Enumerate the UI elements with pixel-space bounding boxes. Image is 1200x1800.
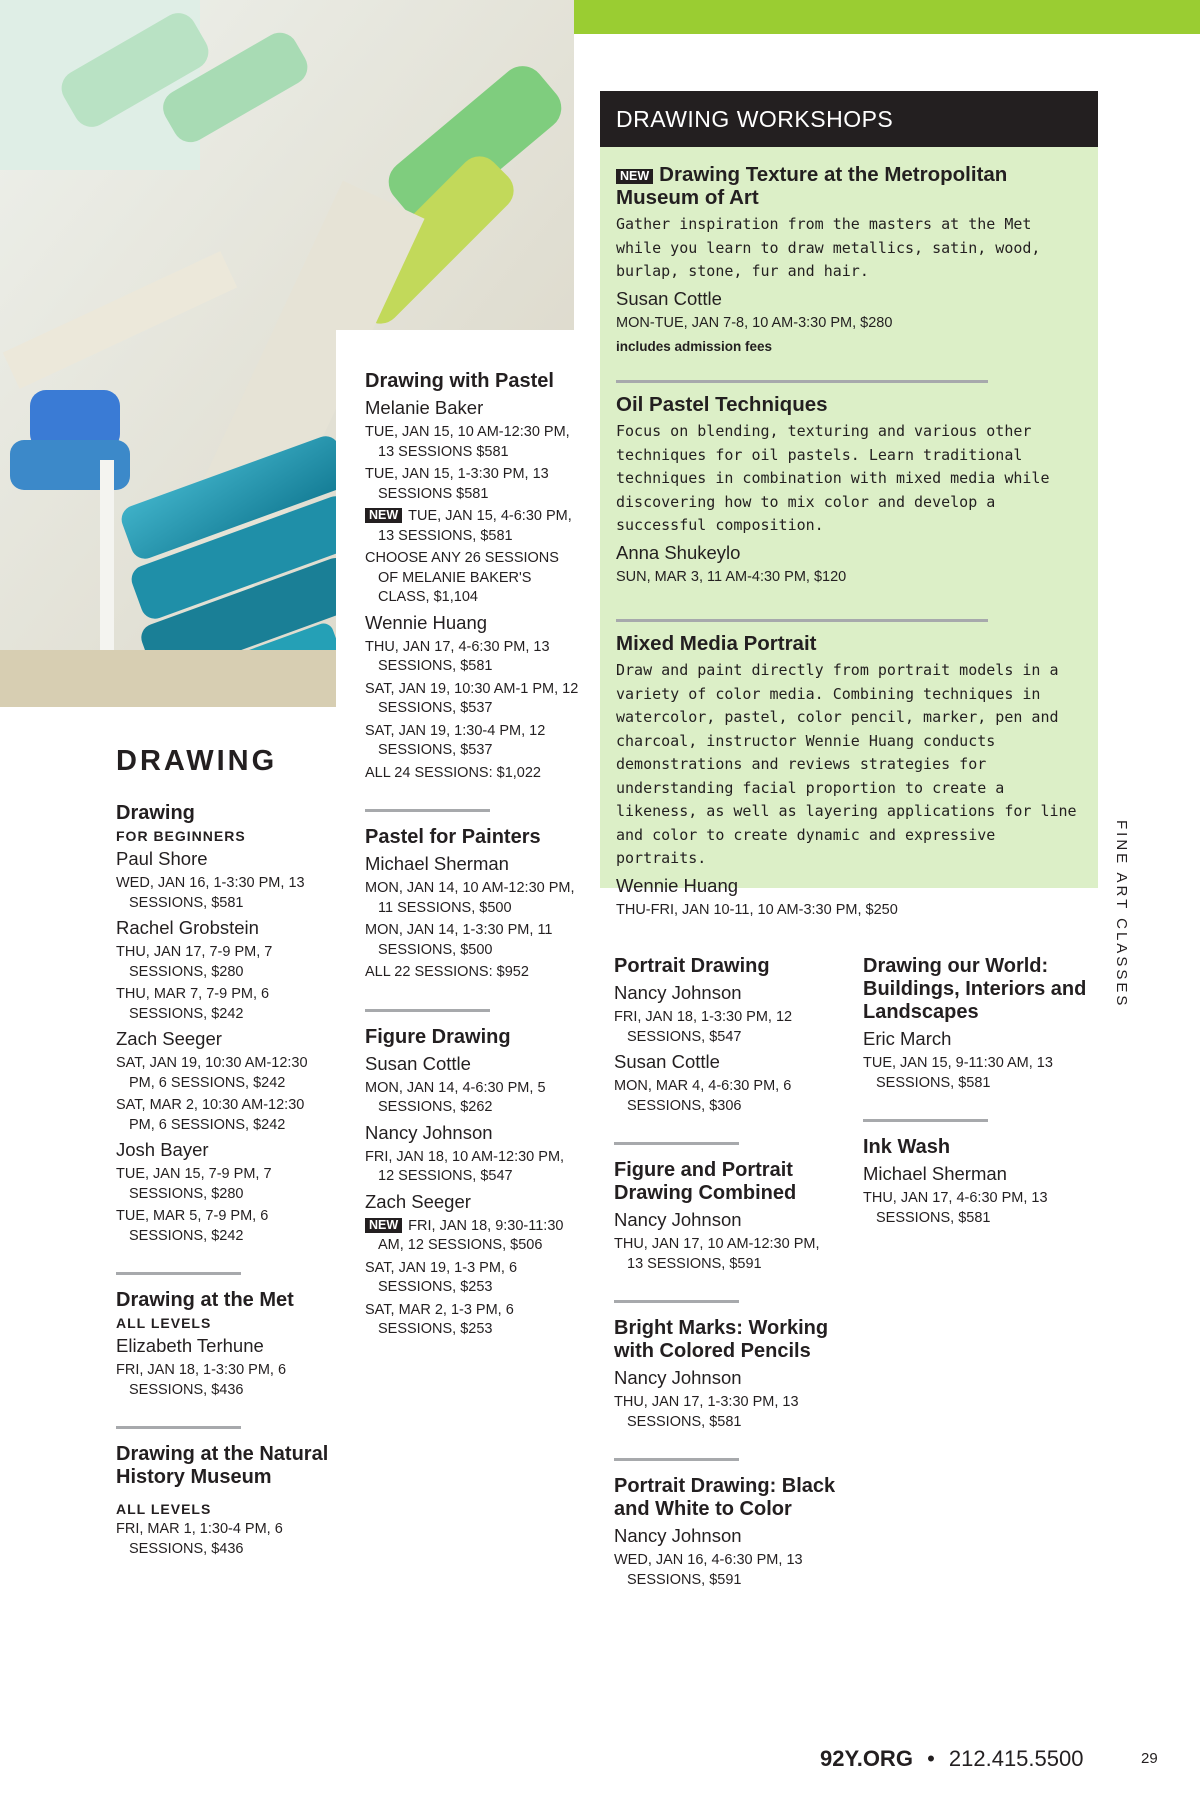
session: FRI, JAN 18, 10 AM-12:30 PM, 12 SESSIONS, $547 — [365, 1148, 565, 1184]
new-badge: NEW — [365, 1218, 402, 1233]
instructor: Rachel Grobstein — [116, 917, 259, 938]
session: MON, JAN 14, 4-6:30 PM, 5 SESSIONS, $262 — [365, 1079, 546, 1115]
instructor: Nancy Johnson — [614, 1209, 742, 1230]
instructor: Wennie Huang — [616, 874, 739, 896]
course-drawing-with-pastel — [365, 370, 580, 783]
workshop-oil-pastel — [616, 393, 1082, 587]
session: THU, JAN 17, 10 AM-12:30 PM, 13 SESSIONS, $591 — [614, 1236, 820, 1272]
course-level: ALL LEVELS — [116, 1501, 212, 1517]
instructor: Nancy Johnson — [365, 1121, 493, 1143]
bullet: • — [927, 1746, 935, 1771]
session: THU, MAR 7, 7-9 PM, 6 SESSIONS, $242 — [116, 986, 270, 1022]
footer — [820, 1746, 1083, 1772]
course-title: Ink Wash — [863, 1136, 951, 1158]
course-level: FOR BEGINNERS — [116, 828, 246, 844]
session — [365, 1217, 580, 1256]
workshop-description: Draw and paint directly from portrait models in a variety of color media. Combining techniques in watercolor, pastel, color pencil, marker, pen and charcoal, instructor Wennie Huang conducts demonstrations and reviews strategies for understanding facial proportion to create a likeness, as well as layering applications for line and color to create dynamic and expressive portraits. — [616, 661, 1077, 867]
workshop-description: Gather inspiration from the masters at the Met while you learn to draw metallics, satin, wood, burlap, stone, fur and hair. — [616, 215, 1041, 280]
session: TUE, JAN 15, 10 AM-12:30 PM, 13 SESSIONS $581 — [365, 424, 570, 460]
course-title: Drawing our World: Buildings, Interiors and Landscapes — [863, 955, 1087, 1023]
divider — [116, 1272, 241, 1275]
session: SAT, JAN 19, 10:30 AM-1 PM, 12 SESSIONS, $537 — [365, 680, 579, 716]
course-title: Drawing at the Met — [116, 1289, 294, 1311]
portrait-column — [614, 955, 839, 1590]
session: MON, MAR 4, 4-6:30 PM, 6 SESSIONS, $306 — [614, 1078, 792, 1114]
instructor: Josh Bayer — [116, 1139, 209, 1160]
world-column — [863, 955, 1093, 1228]
session: SAT, JAN 19, 10:30 AM-12:30 PM, 6 SESSIONS, $242 — [116, 1055, 308, 1091]
instructor: Susan Cottle — [365, 1052, 471, 1074]
pastel-column — [365, 370, 580, 1340]
workshop-description: Focus on blending, texturing and various other techniques for oil pastels. Learn traditional techniques in combination with mixed media while discovering how to mix color and develop a successful composition. — [616, 422, 1050, 534]
course-title: Portrait Drawing: Black and White to Color — [614, 1475, 836, 1520]
course-ink-wash — [863, 1136, 1093, 1228]
session — [365, 507, 580, 546]
session: ALL 22 SESSIONS: $952 — [365, 964, 529, 980]
instructor: Anna Shukeylo — [616, 541, 741, 563]
divider — [614, 1142, 739, 1145]
course-bright-marks — [614, 1317, 839, 1432]
divider — [116, 1426, 241, 1429]
drawing-column — [116, 745, 331, 1559]
session: FRI, JAN 18, 1-3:30 PM, 12 SESSIONS, $547 — [614, 1009, 793, 1045]
course-title: Drawing with Pastel — [365, 370, 554, 392]
instructor: Wennie Huang — [365, 611, 488, 633]
session: SUN, MAR 3, 11 AM-4:30 PM, $120 — [616, 568, 847, 585]
instructor: Melanie Baker — [365, 397, 484, 418]
session: SAT, JAN 19, 1-3 PM, 6 SESSIONS, $253 — [365, 1259, 518, 1295]
divider — [863, 1119, 988, 1122]
page-number: 29 — [1141, 1750, 1158, 1767]
course-pastel-for-painters — [365, 826, 580, 983]
course-title: Pastel for Painters — [365, 826, 541, 848]
instructor: Nancy Johnson — [614, 1367, 742, 1388]
course-figure-drawing — [365, 1026, 580, 1340]
new-badge: NEW — [616, 169, 653, 184]
course-title: Portrait Drawing — [614, 955, 770, 977]
course-title: Figure and Portrait Drawing Combined — [614, 1159, 797, 1204]
instructor: Nancy Johnson — [614, 1525, 742, 1546]
course-title: Drawing at the Natural History Museum — [116, 1443, 329, 1488]
course-drawing-beginners — [116, 802, 331, 1246]
instructor: Michael Sherman — [863, 1163, 1007, 1184]
session: SAT, JAN 19, 1:30-4 PM, 12 SESSIONS, $537 — [365, 722, 546, 758]
course-title: Figure Drawing — [365, 1025, 511, 1048]
divider — [365, 809, 490, 812]
instructor: Susan Cottle — [614, 1051, 720, 1072]
new-badge: NEW — [365, 508, 402, 523]
workshop-title — [616, 163, 1082, 209]
course-drawing-our-world — [863, 955, 1093, 1093]
website-link[interactable]: 92Y.ORG — [820, 1746, 913, 1771]
course-figure-portrait — [614, 1159, 839, 1274]
drawing-workshops-box — [600, 91, 1098, 918]
instructor: Zach Seeger — [116, 1028, 222, 1049]
session: MON, JAN 14, 10 AM-12:30 PM, 11 SESSIONS, $500 — [365, 880, 575, 916]
course-drawing-at-the-met — [116, 1289, 331, 1400]
session-text: TUE, JAN 15, 4-6:30 PM, 13 SESSIONS, $581 — [378, 508, 572, 544]
side-label: FINE ART CLASSES — [1113, 820, 1130, 1009]
workshop-mixed-media — [616, 632, 1082, 920]
instructor: Eric March — [863, 1028, 952, 1049]
divider — [365, 1009, 490, 1012]
course-portrait-drawing — [614, 955, 839, 1116]
session: THU, JAN 17, 4-6:30 PM, 13 SESSIONS, $581 — [863, 1190, 1048, 1226]
session: MON-TUE, JAN 7-8, 10 AM-3:30 PM, $280 — [616, 314, 893, 331]
session: WED, JAN 16, 4-6:30 PM, 13 SESSIONS, $591 — [614, 1552, 803, 1588]
divider — [614, 1300, 739, 1303]
session: ALL 24 SESSIONS: $1,022 — [365, 764, 541, 781]
course-black-white — [614, 1475, 839, 1590]
workshop-drawing-texture — [616, 163, 1082, 354]
divider — [616, 619, 988, 622]
session: TUE, MAR 5, 7-9 PM, 6 SESSIONS, $242 — [116, 1208, 269, 1244]
instructor: Zach Seeger — [365, 1190, 471, 1212]
session: THU-FRI, JAN 10-11, 10 AM-3:30 PM, $250 — [616, 901, 898, 918]
instructor: Nancy Johnson — [614, 982, 742, 1003]
session: THU, JAN 17, 7-9 PM, 7 SESSIONS, $280 — [116, 944, 273, 980]
instructor: Elizabeth Terhune — [116, 1335, 264, 1356]
session: THU, JAN 17, 1-3:30 PM, 13 SESSIONS, $581 — [614, 1394, 799, 1430]
workshops-header: DRAWING WORKSHOPS — [600, 91, 1098, 147]
session-text: FRI, JAN 18, 9:30-11:30 AM, 12 SESSIONS, $506 — [378, 1217, 564, 1253]
course-natural-history — [116, 1443, 331, 1559]
workshop-title: Mixed Media Portrait — [616, 632, 817, 655]
session: MON, JAN 14, 1-3:30 PM, 11 SESSIONS, $500 — [365, 922, 553, 958]
session: TUE, JAN 15, 7-9 PM, 7 SESSIONS, $280 — [116, 1166, 272, 1202]
note: includes admission fees — [616, 339, 773, 354]
session: SAT, MAR 2, 1-3 PM, 6 SESSIONS, $253 — [365, 1301, 514, 1337]
phone-number: 212.415.5500 — [948, 1746, 1084, 1771]
section-title-drawing: DRAWING — [116, 745, 278, 777]
workshop-title: Oil Pastel Techniques — [616, 393, 828, 416]
session: CHOOSE ANY 26 SESSIONS OF MELANIE BAKER'S CLASS, $1,104 — [365, 550, 559, 605]
instructor: Paul Shore — [116, 848, 208, 869]
session: TUE, JAN 15, 9-11:30 AM, 13 SESSIONS, $581 — [863, 1055, 1053, 1091]
session: WED, JAN 16, 1-3:30 PM, 13 SESSIONS, $581 — [116, 875, 305, 911]
course-level: ALL LEVELS — [116, 1315, 212, 1331]
session: FRI, JAN 18, 1-3:30 PM, 6 SESSIONS, $436 — [116, 1362, 287, 1398]
course-title: Drawing — [116, 802, 195, 824]
workshop-title-text: Drawing Texture at the Metropolitan Museum of Art — [616, 163, 1008, 209]
session: TUE, JAN 15, 1-3:30 PM, 13 SESSIONS $581 — [365, 466, 549, 502]
session: SAT, MAR 2, 10:30 AM-12:30 PM, 6 SESSIONS, $242 — [116, 1097, 305, 1133]
top-accent-bar — [574, 0, 1200, 34]
session: THU, JAN 17, 4-6:30 PM, 13 SESSIONS, $581 — [365, 638, 550, 674]
instructor: Michael Sherman — [365, 853, 509, 874]
divider — [614, 1458, 739, 1461]
session: FRI, MAR 1, 1:30-4 PM, 6 SESSIONS, $436 — [116, 1521, 283, 1557]
instructor: Susan Cottle — [616, 287, 722, 309]
divider — [616, 380, 988, 383]
course-title: Bright Marks: Working with Colored Pencils — [614, 1317, 829, 1362]
